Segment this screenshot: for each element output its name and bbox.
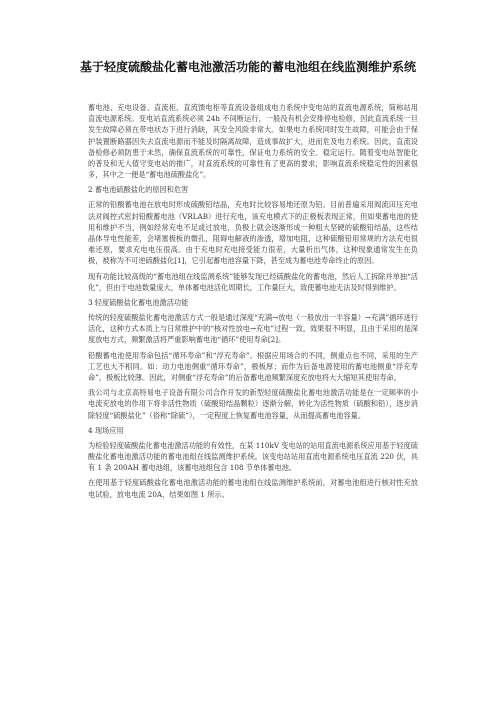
body-paragraph: 在使用基于轻度硫酸盐化蓄电池激活功能的蓄电池组在线监测维护系统前，对蓄电池组进行核对性充放电试验，放电电流 20A，结果如图 1 所示。 xyxy=(88,478,418,499)
body-paragraph: 为检验轻度硫酸盐化蓄电池激活功能的有效性，在某 110kV 变电站的站用直流电源系统应用基于轻度硫酸盐化蓄电池激活功能的蓄电池组在线监测维护系统。该变电站站用直流电源系统电压直流 220 伏，具有 1 条 200AH 蓄电池组，该蓄电池组包含 108 节单体蓄电池。 xyxy=(88,440,418,473)
body-paragraph: 我公司与北京高特易电子设备有限公司合作开发的新型轻度硫酸盐化蓄电池激活功能是在一定频率的小电流充放电的作用下将非活性物质（硫酸铅结晶颗粒）逐渐分解，转化为活性物质（硫酸和铅），逐步消除轻度“硫酸盐化”（俗称“除硫”），一定程度上恢复蓄电池容量，从而提高蓄电池容量。 xyxy=(88,388,418,420)
body-paragraph: 现有功能比较高级的“蓄电池组在线监测系统”能够发现已经硫酸盐化的蓄电池，然后人工拆除并单独“活化”，但由于电池数量庞大，单体蓄电池活化周期长，工作量巨大，致使蓄电池无法及时得到维护。 xyxy=(88,271,418,292)
body-paragraph: 正常的铅酸蓄电池在放电时形成硫酸铅结晶，充电时比较容易地还原为铅。目前普遍采用阀流田压充电法对阀控式密封铅酸蓄电池（VRLAB）进行充电，该充电模式下的正极板表现正常，但如果蓄电池的使用和维护不当，例如经常充电不足或过放电，负极上就会逐渐形成一种粗大坚硬的硫酸铅结晶，这些结晶体导电性能差，会堵塞极板的微孔，阻碍电解液的渗透，增加电阻，这种硫酸铅用常规的方法充电很难还原，要求充电电压很高。由于充电时充电接受能力很差，大量析出气体，这种现象通常发生在负极，被称为不可逆硫酸盐化[1]，它引起蓄电池容量下降，甚至成为蓄电池寿命终止的原因。 xyxy=(88,200,418,266)
body-paragraph: 传统的轻度硫酸盐化蓄电池激活方式一般是通过深度“充满→放电（一般放出一半容量）→充满”循环进行活化，这种方式本质上与日常维护中的“核对性放电→充电”过程一致，效果很不明显，且由于采用的是深度放电方式，频繁激活将严重影响蓄电池“循环”使用寿命[2]。 xyxy=(88,313,418,345)
section-heading: 4 现场应用 xyxy=(88,425,124,435)
section-heading: 2 蓄电池硫酸盐化的原因和危害 xyxy=(88,185,189,195)
document-title: 基于轻度硫酸盐化蓄电池激活功能的蓄电池组在线监测维护系统 xyxy=(79,60,416,74)
section-heading: 3 轻度硫酸盐化蓄电池激活功能 xyxy=(88,298,189,308)
body-paragraph: 蓄电池、充电设备、直流柜、直流馈电柜等直流设备组成电力系统中变电站的直流电源系统，简称站用直流电源系统。变电站直流系统必须 24h 不间断运行，一般没有机会安排停电检修，因此直流系统一旦发生故障必须在带电状态下进行消缺，其安全风险非常大。如果电力系统同时发生故障，可能会由于保护装置断路器因失去直流电源而不能及时隔离故障，造成事故扩大，进而危及电力系统。因此，直流设备检修必须防患于未然，确保直流系统的可靠性，保证电力系统的安全、稳定运行。随着变电站智能化的普及和无人值守变电站的推广，对直流系统的可靠性有了更高的要求，影响直流系统稳定性的因素很多，其中之一便是“蓄电池硫酸盐化”。 xyxy=(88,103,418,180)
body-paragraph: 铅酸蓄电池使用寿命包括“循环寿命”和“浮充寿命”。根据应用场合的不同，侧重点也不同，采用的生产工艺也大不相同。如：动力电池侧重“循环寿命”，极板厚；而作为后备电源使用的蓄电池侧重“浮充寿命”，极板比较薄。因此，对侧重“浮充寿命”的后备蓄电池频繁深度充放电将大大缩短其使用寿命。 xyxy=(88,350,418,383)
document-body xyxy=(88,102,418,504)
